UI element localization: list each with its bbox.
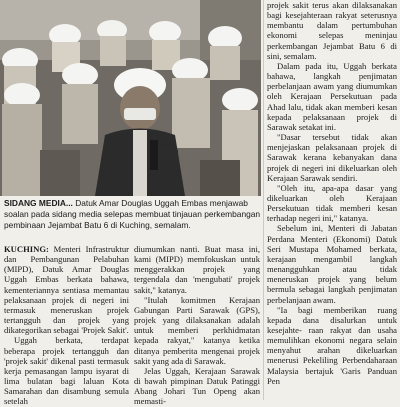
news-photo (0, 0, 261, 196)
photo-caption (4, 198, 261, 230)
paragraph-text: Menteri Infrastruktur dan Pembangunan Pelabuhan (MIPD), Datuk Amar Douglas Uggah Embas berkata bahawa, kementeriannya sentiasa memantau pelaksanaan projek di negeri ini termasuk meneruskan projek tertangguh dan projek yang dikategorikan sebagai 'Projek Sakit'. (4, 244, 129, 336)
paragraph: Dalam pada itu, Uggah berkata bahawa, langkah penjimatan perbelanjaan awam yang diumumkan oleh Kerajaan Persekutuan pada Ahad lalu, tidak akan memberi kesan kepada pelaksanaan projek di Sarawak setakat ini. (267, 60, 397, 132)
paragraph: diumumkan nanti. Buat masa ini, kami (MIPD) memfokuskan untuk menggerakkan projek yang tergendala dan 'mengubati' projek sakit," katanya. (134, 244, 260, 295)
paragraph: Sebelum ini, Menteri di Jabatan Perdana Menteri (Ekonomi) Datuk Seri Mustapa Mohamed berkata, kerajaan mengambil langkah menangguhkan atau tidak meneruskan projek yang belum bermula sebagai langkah penjimatan perbelanjaan awam. (267, 223, 397, 305)
dateline: KUCHING: (4, 244, 49, 254)
paragraph: "Oleh itu, apa-apa dasar yang dikeluarkan oleh Kerajaan Persekutuan tidak memberi kesan terhadap negeri ini," katanya. (267, 182, 397, 224)
column-divider (263, 0, 264, 400)
paragraph: "Ia bagi memberikan ruang kepada dana disalurkan untuk kesejahte- raan rakyat dan usaha memulihkan ekonomi negara selain menyahut arahan dikeluarkan menerusi Pekeliling Perbendaharaan Malaysia bertajuk 'Garis Panduan Pen (267, 304, 397, 386)
paragraph (4, 244, 129, 335)
article-column-middle (134, 244, 260, 407)
paragraph: "Dasar tersebut tidak akan menjejaskan pelaksanaan projek di Sarawak kerana kebanyakan dana projek di negeri ini dikeluarkan oleh Kerajaan Sarawak sendiri. (267, 132, 397, 183)
article-column-right (267, 0, 397, 386)
paragraph: Jelas Uggah, Kerajaan Sarawak di bawah pimpinan Datuk Patinggi Abang Johari Tun Openg akan memasti- (134, 365, 260, 407)
paragraph: "Itulah komitmen Kerajaan Gabungan Parti Sarawak (GPS), projek yang dilaksanakan adalah untuk memberi perkhidmatan kepada rakyat," katanya ketika ditanya pemberita mengenai projek sakit yang ada di Sarawak. (134, 294, 260, 366)
caption-lead: SIDANG MEDIA... (4, 198, 73, 208)
paragraph: projek sakit terus akan dilaksanakan bagi kesejahteraan rakyat seterusnya membantu dalam pertumbuhan ekonomi selepas meninjau perkembangan Jejambat Batu 6 di sini, semalam. (267, 0, 397, 61)
article-column-left (4, 244, 129, 407)
paragraph: Uggah berkata, terdapat beberapa projek tertangguh dan 'projek sakit' dikenal pasti termasuk kerja pemasangan lampu isyarat di lima bulatan bagi laluan Kota Samarahan dan disambung semula setelah (4, 335, 129, 407)
caption-body: Datuk Amar Douglas Uggah Embas menjawab soalan pada sidang media selepas membuat tinjauan perkembangan pembinaan Jejambat Batu 6 di Kuching, semalam. (4, 198, 261, 230)
